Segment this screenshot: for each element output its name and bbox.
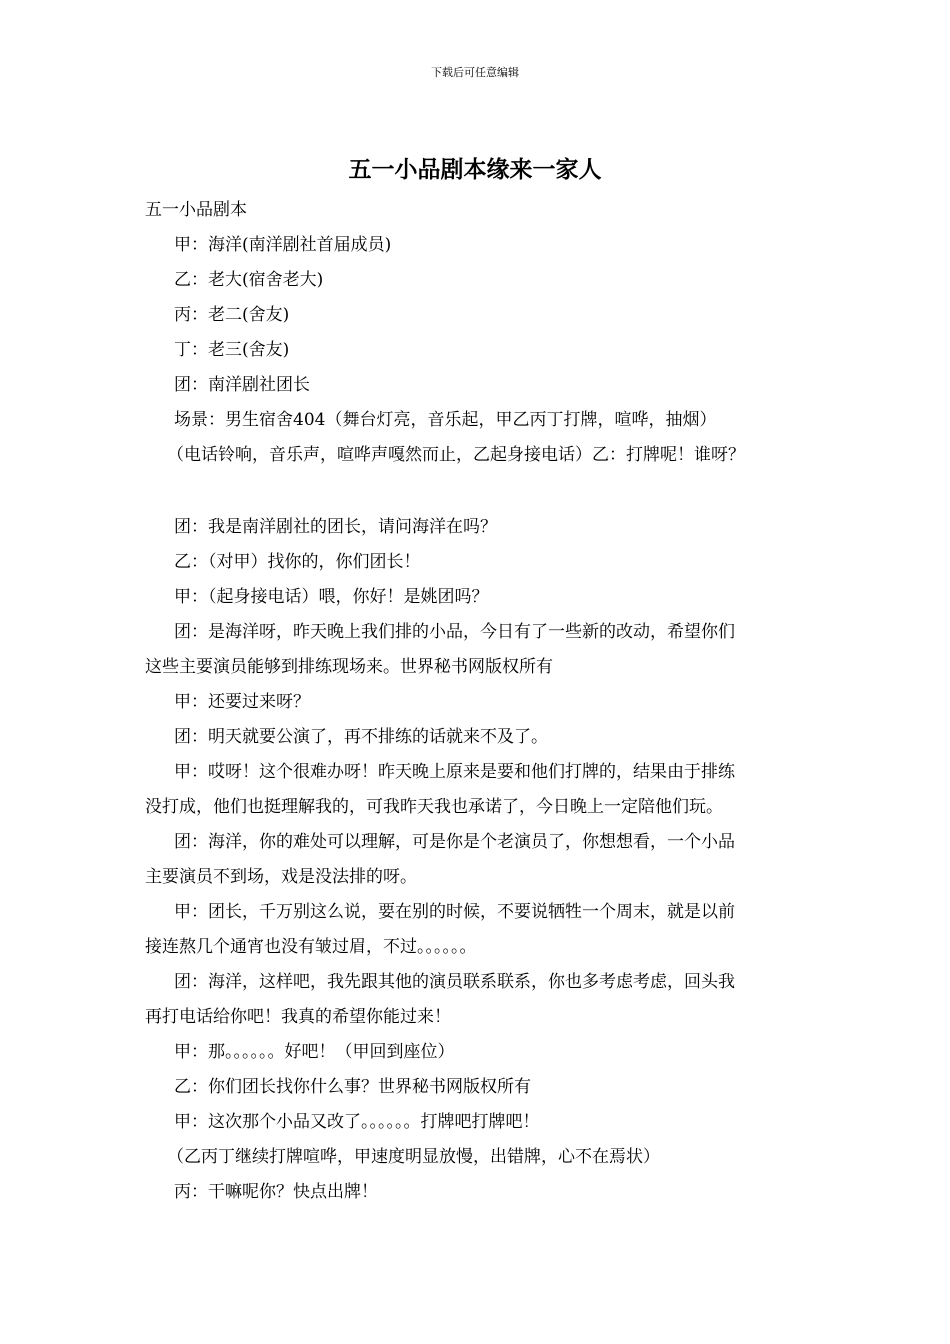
document-title: 五一小品剧本缘来一家人 bbox=[348, 156, 602, 183]
document-body bbox=[145, 196, 825, 1213]
dialogue-line: 团：是海洋呀，昨天晚上我们排的小品，今日有了一些新的改动，希望你们 bbox=[174, 622, 735, 642]
page-header-note: 下载后可任意编辑 bbox=[431, 66, 519, 79]
stage-direction-line: （电话铃响，音乐声，喧哗声嘎然而止，乙起身接电话）乙：打牌呢！谁呀？ bbox=[167, 445, 745, 465]
dialogue-line: 甲：还要过来呀？ bbox=[174, 692, 310, 712]
dialogue-line: 乙：你们团长找你什么事？世界秘书网版权所有 bbox=[174, 1077, 531, 1097]
dialogue-line: 丙：干嘛呢你？快点出牌！ bbox=[174, 1182, 378, 1202]
dialogue-line: 团：我是南洋剧社的团长，请问海洋在吗？ bbox=[174, 517, 497, 537]
dialogue-line: 甲：（起身接电话）喂，你好！是姚团吗？ bbox=[174, 587, 489, 607]
dialogue-line: 团：海洋，你的难处可以理解，可是你是个老演员了，你想想看，一个小品 bbox=[174, 832, 735, 852]
dialogue-line: 甲：这次那个小品又改了。。。。。。打牌吧打牌吧！ bbox=[174, 1112, 540, 1132]
cast-line: 团：南洋剧社团长 bbox=[174, 375, 310, 395]
dialogue-line: 甲：那。。。。。。好吧！（甲回到座位） bbox=[174, 1042, 455, 1062]
dialogue-line: 团：明天就要公演了，再不排练的话就来不及了。 bbox=[174, 727, 548, 747]
dialogue-line: 乙：（对甲）找你的，你们团长！ bbox=[174, 552, 421, 572]
dialogue-line: 甲：团长，千万别这么说，要在别的时候，不要说牺牲一个周末，就是以前 bbox=[174, 902, 735, 922]
dialogue-continuation: 这些主要演员能够到排练现场来。世界秘书网版权所有 bbox=[145, 657, 553, 677]
dialogue-continuation: 主要演员不到场，戏是没法排的呀。 bbox=[145, 867, 417, 887]
dialogue-continuation: 再打电话给你吧！我真的希望你能过来！ bbox=[145, 1007, 451, 1027]
cast-line: 乙：老大(宿舍老大) bbox=[174, 270, 324, 290]
dialogue-continuation: 接连熬几个通宵也没有皱过眉，不过。。。。。。 bbox=[145, 937, 477, 957]
script-subtitle: 五一小品剧本 bbox=[145, 200, 247, 220]
cast-line: 丙：老二(舍友) bbox=[174, 305, 290, 325]
dialogue-continuation: 没打成，他们也挺理解我的，可我昨天我也承诺了，今日晚上一定陪他们玩。 bbox=[145, 797, 723, 817]
paragraph-gap bbox=[145, 476, 825, 513]
cast-line: 丁：老三(舍友) bbox=[174, 340, 290, 360]
dialogue-line: 团：海洋，这样吧，我先跟其他的演员联系联系，你也多考虑考虑，回头我 bbox=[174, 972, 735, 992]
stage-direction-line: （乙丙丁继续打牌喧哗，甲速度明显放慢，出错牌，心不在焉状） bbox=[167, 1147, 660, 1167]
scene-line: 场景：男生宿舍404（舞台灯亮，音乐起，甲乙丙丁打牌，喧哗，抽烟） bbox=[174, 410, 717, 430]
dialogue-line: 甲：哎呀！这个很难办呀！昨天晚上原来是要和他们打牌的，结果由于排练 bbox=[174, 762, 735, 782]
cast-line: 甲：海洋(南洋剧社首届成员) bbox=[174, 235, 392, 255]
